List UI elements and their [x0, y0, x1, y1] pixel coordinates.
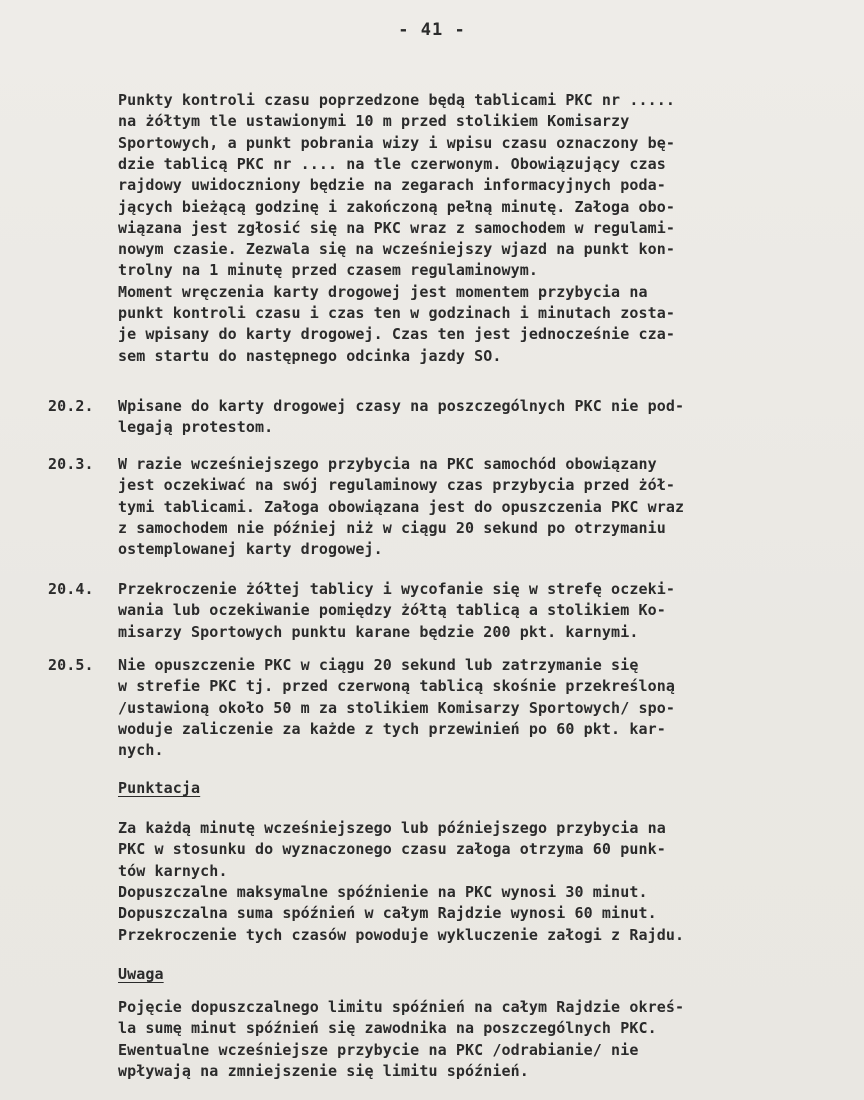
paragraph-line: Punkty kontroli czasu poprzedzone będą tablicami PKC nr ..... [118, 91, 675, 109]
section-line: Wpisane do karty drogowej czasy na poszczególnych PKC nie pod- [118, 397, 685, 415]
punktacja-line: Za każdą minutę wcześniejszego lub późniejszego przybycia na [118, 819, 666, 837]
paragraph-line: na żółtym tle ustawionymi 10 m przed stolikiem Komisarzy [118, 112, 630, 131]
paragraph-line: sem startu do następnego odcinka jazdy SO. [118, 346, 502, 365]
paragraph-line: je wpisany do karty drogowej. Czas ten jest jednocześnie cza- [118, 325, 675, 344]
punktacja-line: PKC w stosunku do wyznaczonego czasu załoga otrzyma 60 punk- [118, 840, 666, 859]
section-line: w strefie PKC tj. przed czerwoną tablicą skośnie przekreśloną [118, 677, 675, 696]
section-line: ostemplowanej karty drogowej. [118, 540, 383, 559]
section-number: 20.4. [48, 580, 94, 598]
page-number: - 41 - [398, 20, 466, 40]
section-line: misarzy Sportowych punktu karane będzie 200 pkt. karnymi. [118, 622, 639, 641]
paragraph-line: wiązana jest zgłosić się na PKC wraz z samochodem w regulami- [118, 218, 675, 237]
punktacja-heading: Punktacja [118, 779, 201, 797]
section-line: z samochodem nie później niż w ciągu 20 sekund po otrzymaniu [118, 518, 666, 537]
paragraph-line: trolny na 1 minutę przed czasem regulaminowym. [118, 261, 539, 280]
section-line: legają protestom. [118, 418, 274, 437]
punktacja-line: Dopuszczalna suma spóźnień w całym Rajdzie wynosi 60 minut. [118, 904, 657, 923]
section-number: 20.3. [48, 455, 94, 473]
section-number: 20.5. [48, 656, 94, 674]
punktacja-line: Dopuszczalne maksymalne spóźnienie na PKC wynosi 30 minut. [118, 882, 648, 901]
uwaga-line: Pojęcie dopuszczalnego limitu spóźnień na całym Rajdzie okreś- [118, 998, 685, 1016]
uwaga-heading: Uwaga [118, 965, 164, 983]
section-line: jest oczekiwać na swój regulaminowy czas przybycia przed żół- [118, 476, 675, 495]
uwaga-line: la sumę minut spóźnień się zawodnika na poszczególnych PKC. [118, 1019, 657, 1038]
paragraph-line: Sportowych, a punkt pobrania wizy i wpisu czasu oznaczony bę- [118, 133, 675, 152]
paragraph-line: Moment wręczenia karty drogowej jest momentem przybycia na [118, 282, 648, 301]
uwaga-line: wpływają na zmniejszenie się limitu spóźnień. [118, 1061, 529, 1080]
uwaga-line: Ewentualne wcześniejsze przybycie na PKC /odrabianie/ nie [118, 1040, 639, 1059]
paragraph-line: rajdowy uwidoczniony będzie na zegarach informacyjnych poda- [118, 176, 666, 195]
section-line: nych. [118, 741, 164, 760]
paragraph-line: dzie tablicą PKC nr .... na tle czerwonym. Obowiązujący czas [118, 154, 666, 173]
section-line: Przekroczenie żółtej tablicy i wycofanie się w strefę oczeki- [118, 580, 675, 598]
punktacja-line: tów karnych. [118, 861, 228, 880]
paragraph-line: punkt kontroli czasu i czas ten w godzinach i minutach zosta- [118, 304, 675, 322]
paragraph-line: nowym czasie. Zezwala się na wcześniejszy wjazd na punkt kon- [118, 240, 675, 259]
section-line: wania lub oczekiwanie pomiędzy żółtą tablicą a stolikiem Ko- [118, 601, 666, 620]
section-line: woduje zaliczenie za każde z tych przewinień po 60 pkt. kar- [118, 719, 666, 738]
section-line: W razie wcześniejszego przybycia na PKC samochód obowiązany [118, 455, 657, 473]
paragraph-line: jących bieżącą godzinę i zakończoną pełną minutę. Załoga obo- [118, 197, 675, 216]
section-number: 20.2. [48, 397, 94, 415]
punktacja-line: Przekroczenie tych czasów powoduje wykluczenie załogi z Rajdu. [118, 925, 685, 944]
section-line: /ustawioną około 50 m za stolikiem Komisarzy Sportowych/ spo- [118, 698, 675, 717]
section-line: tymi tablicami. Załoga obowiązana jest do opuszczenia PKC wraz [118, 497, 685, 516]
section-line: Nie opuszczenie PKC w ciągu 20 sekund lub zatrzymanie się [118, 656, 639, 674]
